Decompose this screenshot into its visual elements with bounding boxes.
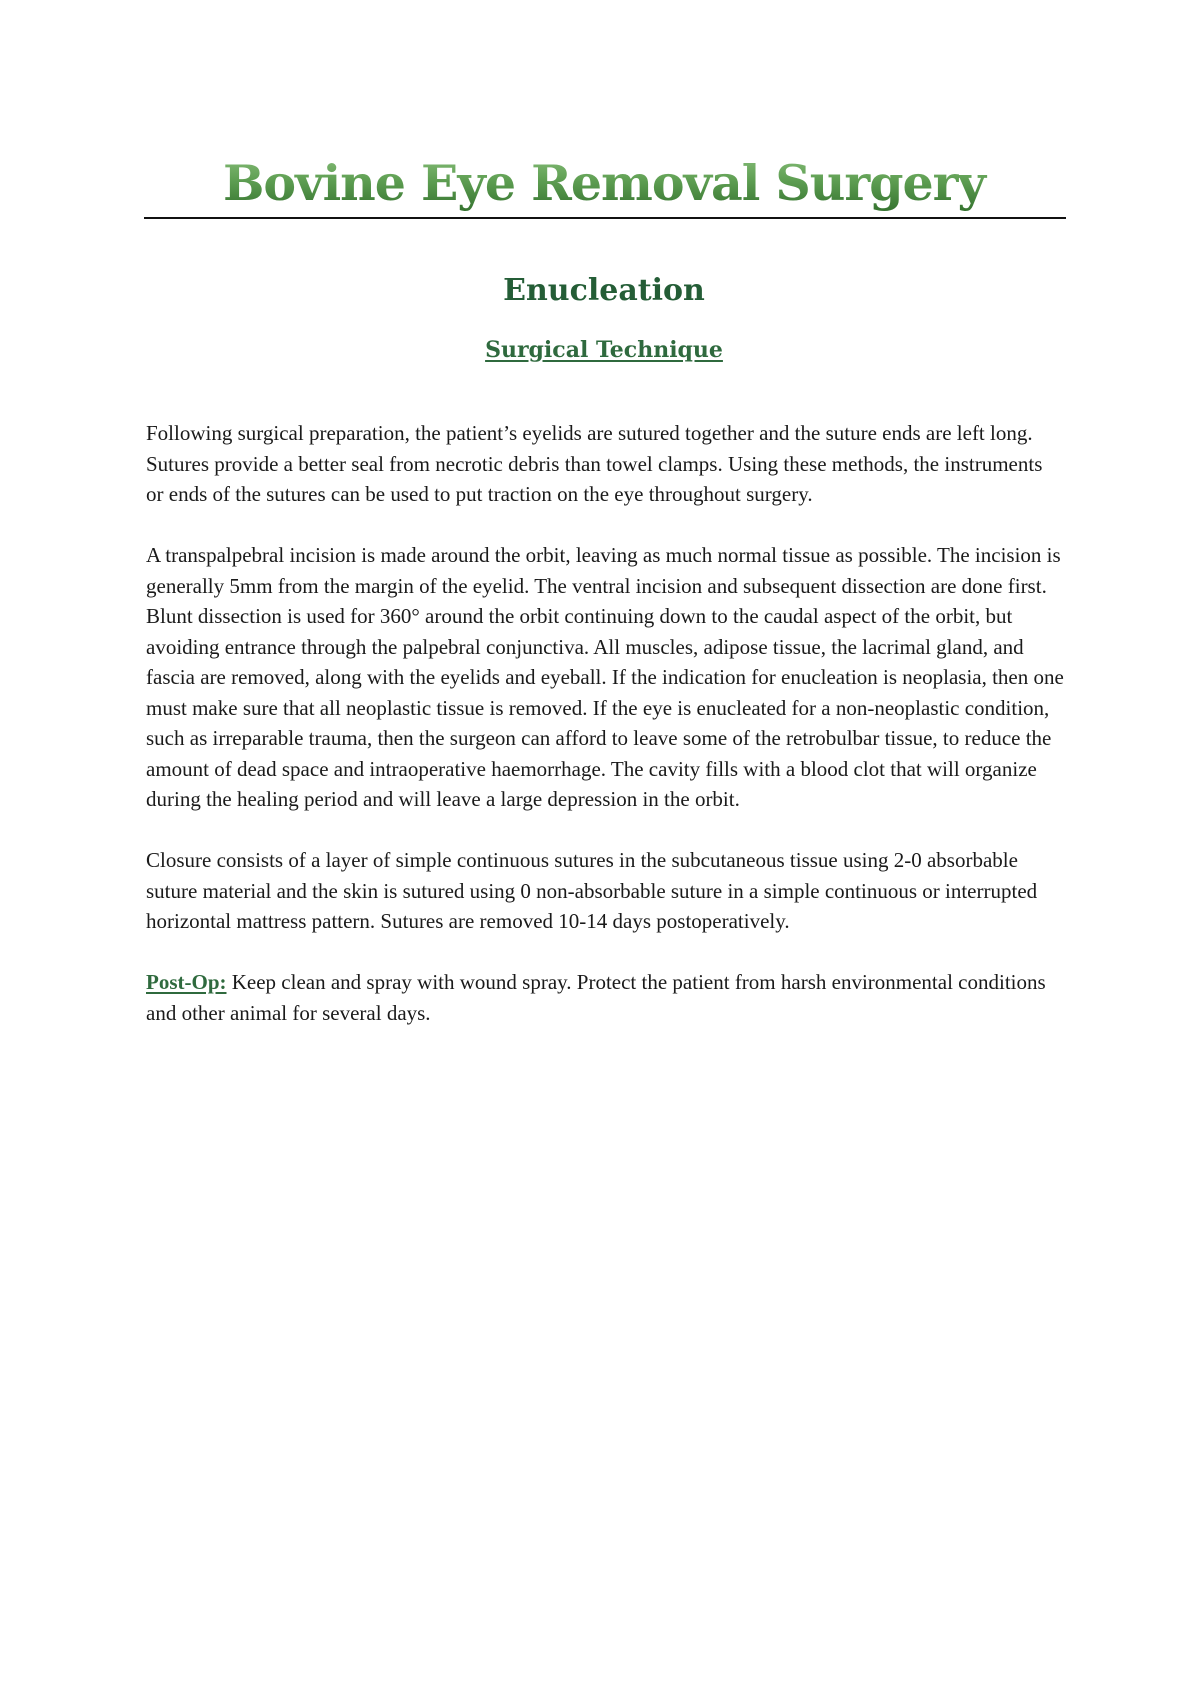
title-divider — [144, 217, 1066, 219]
section-heading: Enucleation — [503, 273, 705, 308]
paragraph-closure: Closure consists of a layer of simple continuous sutures in the subcutaneous tissue using 2-0 absorbable suture material and the skin is sutured using 0 non-absorbable suture in a simple continuous or interrupted horizontal mattress pattern. Sutures are removed 10-14 days postoperatively. — [146, 848, 1038, 933]
paragraph-preparation: Following surgical preparation, the patient’s eyelids are sutured together and the suture ends are left long. Sutures provide a better seal from necrotic debris than towel clamps. Using these methods, the instruments or ends of the sutures can be used to put traction on the eye throughout surgery. — [146, 421, 1043, 506]
post-op-text: Keep clean and spray with wound spray. Protect the patient from harsh environmental conditions and other animal for several days. — [146, 970, 1046, 1025]
paragraph-post-op — [146, 967, 1064, 1028]
sub-heading: Surgical Technique — [485, 337, 723, 363]
post-op-label: Post-Op: — [146, 970, 227, 994]
document-body — [146, 418, 1064, 1059]
document-title: Bovine Eye Removal Surgery — [144, 150, 1064, 216]
paragraph-incision: A transpalpebral incision is made around the orbit, leaving as much normal tissue as possible. The incision is generally 5mm from the margin of the eyelid. The ventral incision and subsequent dissection are done first. Blunt dissection is used for 360° around the orbit continuing down to the caudal aspect of the orbit, but avoiding entrance through the palpebral conjunctiva. All muscles, adipose tissue, the lacrimal gland, and fascia are removed, along with the eyelids and eyeball. If the indication for enucleation is neoplasia, then one must make sure that all neoplastic tissue is removed. If the eye is enucleated for a non-neoplastic condition, such as irreparable trauma, then the surgeon can afford to leave some of the retrobulbar tissue, to reduce the amount of dead space and intraoperative haemorrhage. The cavity fills with a blood clot that will organize during the healing period and will leave a large depression in the orbit. — [146, 543, 1064, 811]
